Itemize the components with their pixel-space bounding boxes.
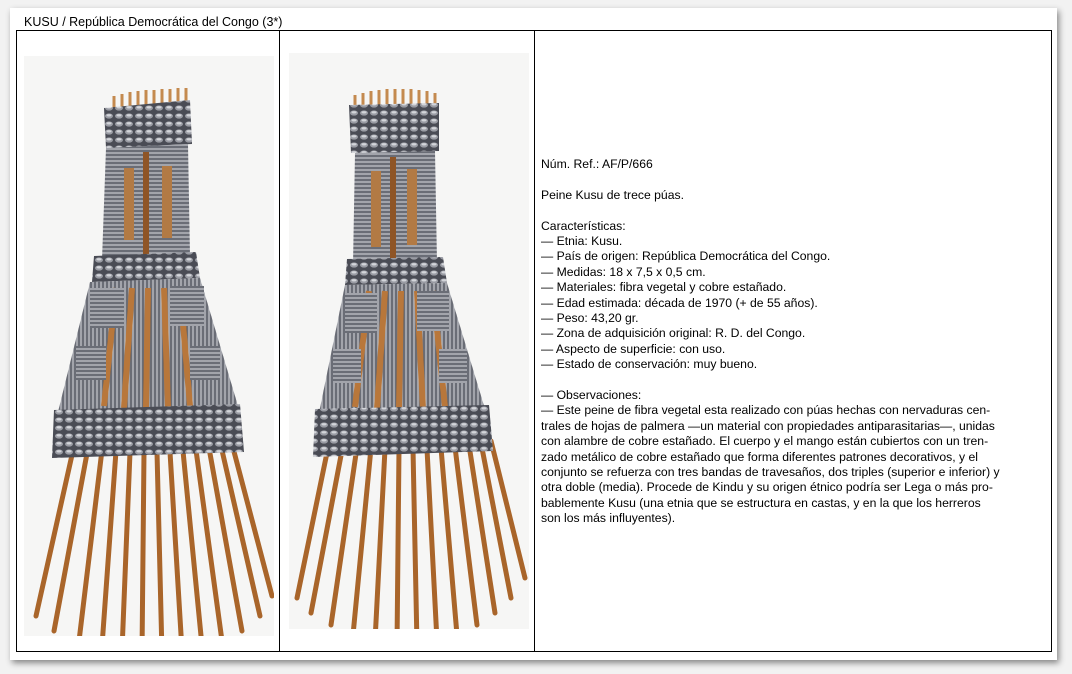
feature-item: — Estado de conservación: muy bueno.	[541, 357, 758, 372]
features-heading: Características:	[541, 218, 626, 233]
comb-illustration	[289, 53, 529, 629]
feature-item: — Etnia: Kusu.	[541, 234, 623, 248]
reference-number: Núm. Ref.: AF/P/666	[541, 157, 653, 171]
feature-item: — País de origen: República Democrática del Congo.	[541, 249, 831, 264]
document-sheet	[10, 8, 1057, 660]
comb-photo-front	[24, 56, 274, 636]
feature-item: — Peso: 43,20 gr.	[541, 311, 639, 326]
observations-line: conjunto se refuerza con tres bandas de travesaños, dos triples (superior e inferior) y	[541, 465, 1000, 480]
observations-line: son los más influyentes).	[541, 511, 676, 526]
description-cell	[535, 31, 1051, 651]
observations-line: otra doble (media). Procede de Kindu y su origen étnico podría ser Lega o más pro-	[541, 480, 993, 495]
catalog-table	[16, 30, 1052, 652]
observations-heading: — Observaciones:	[541, 388, 642, 403]
observations-line: con alambre de cobre estañado. El cuerpo y el mango están cubiertos con un tren-	[541, 434, 989, 449]
page-title: KUSU / República Democrática del Congo (3*)	[24, 15, 283, 29]
observations-line: bablemente Kusu (una etnia que se estructura en castas, y en la que los herreros	[541, 495, 981, 510]
comb-photo-back	[289, 53, 529, 629]
item-summary: Peine Kusu de trece púas.	[541, 187, 684, 202]
observations-line: trales de hojas de palmera —un material con propiedades antiparasitarias—, unidas	[541, 418, 995, 433]
photo-cell-back	[280, 31, 535, 651]
observations-line: zado metálico de cobre estañado que forma diferentes patrones decorativos, y el	[541, 449, 978, 464]
comb-illustration	[24, 56, 274, 636]
item-description	[541, 157, 1041, 527]
feature-item: — Medidas: 18 x 7,5 x 0,5 cm.	[541, 264, 706, 279]
feature-item: — Zona de adquisición original: R. D. del Congo.	[541, 326, 806, 341]
feature-item: — Edad estimada: década de 1970 (+ de 55 años).	[541, 295, 818, 310]
observations-line: — Este peine de fibra vegetal esta realizado con púas hechas con nervaduras cen-	[541, 403, 991, 418]
feature-item: — Materiales: fibra vegetal y cobre estañado.	[541, 280, 787, 295]
photo-cell-front	[17, 31, 280, 651]
feature-item: — Aspecto de superficie: con uso.	[541, 341, 726, 356]
